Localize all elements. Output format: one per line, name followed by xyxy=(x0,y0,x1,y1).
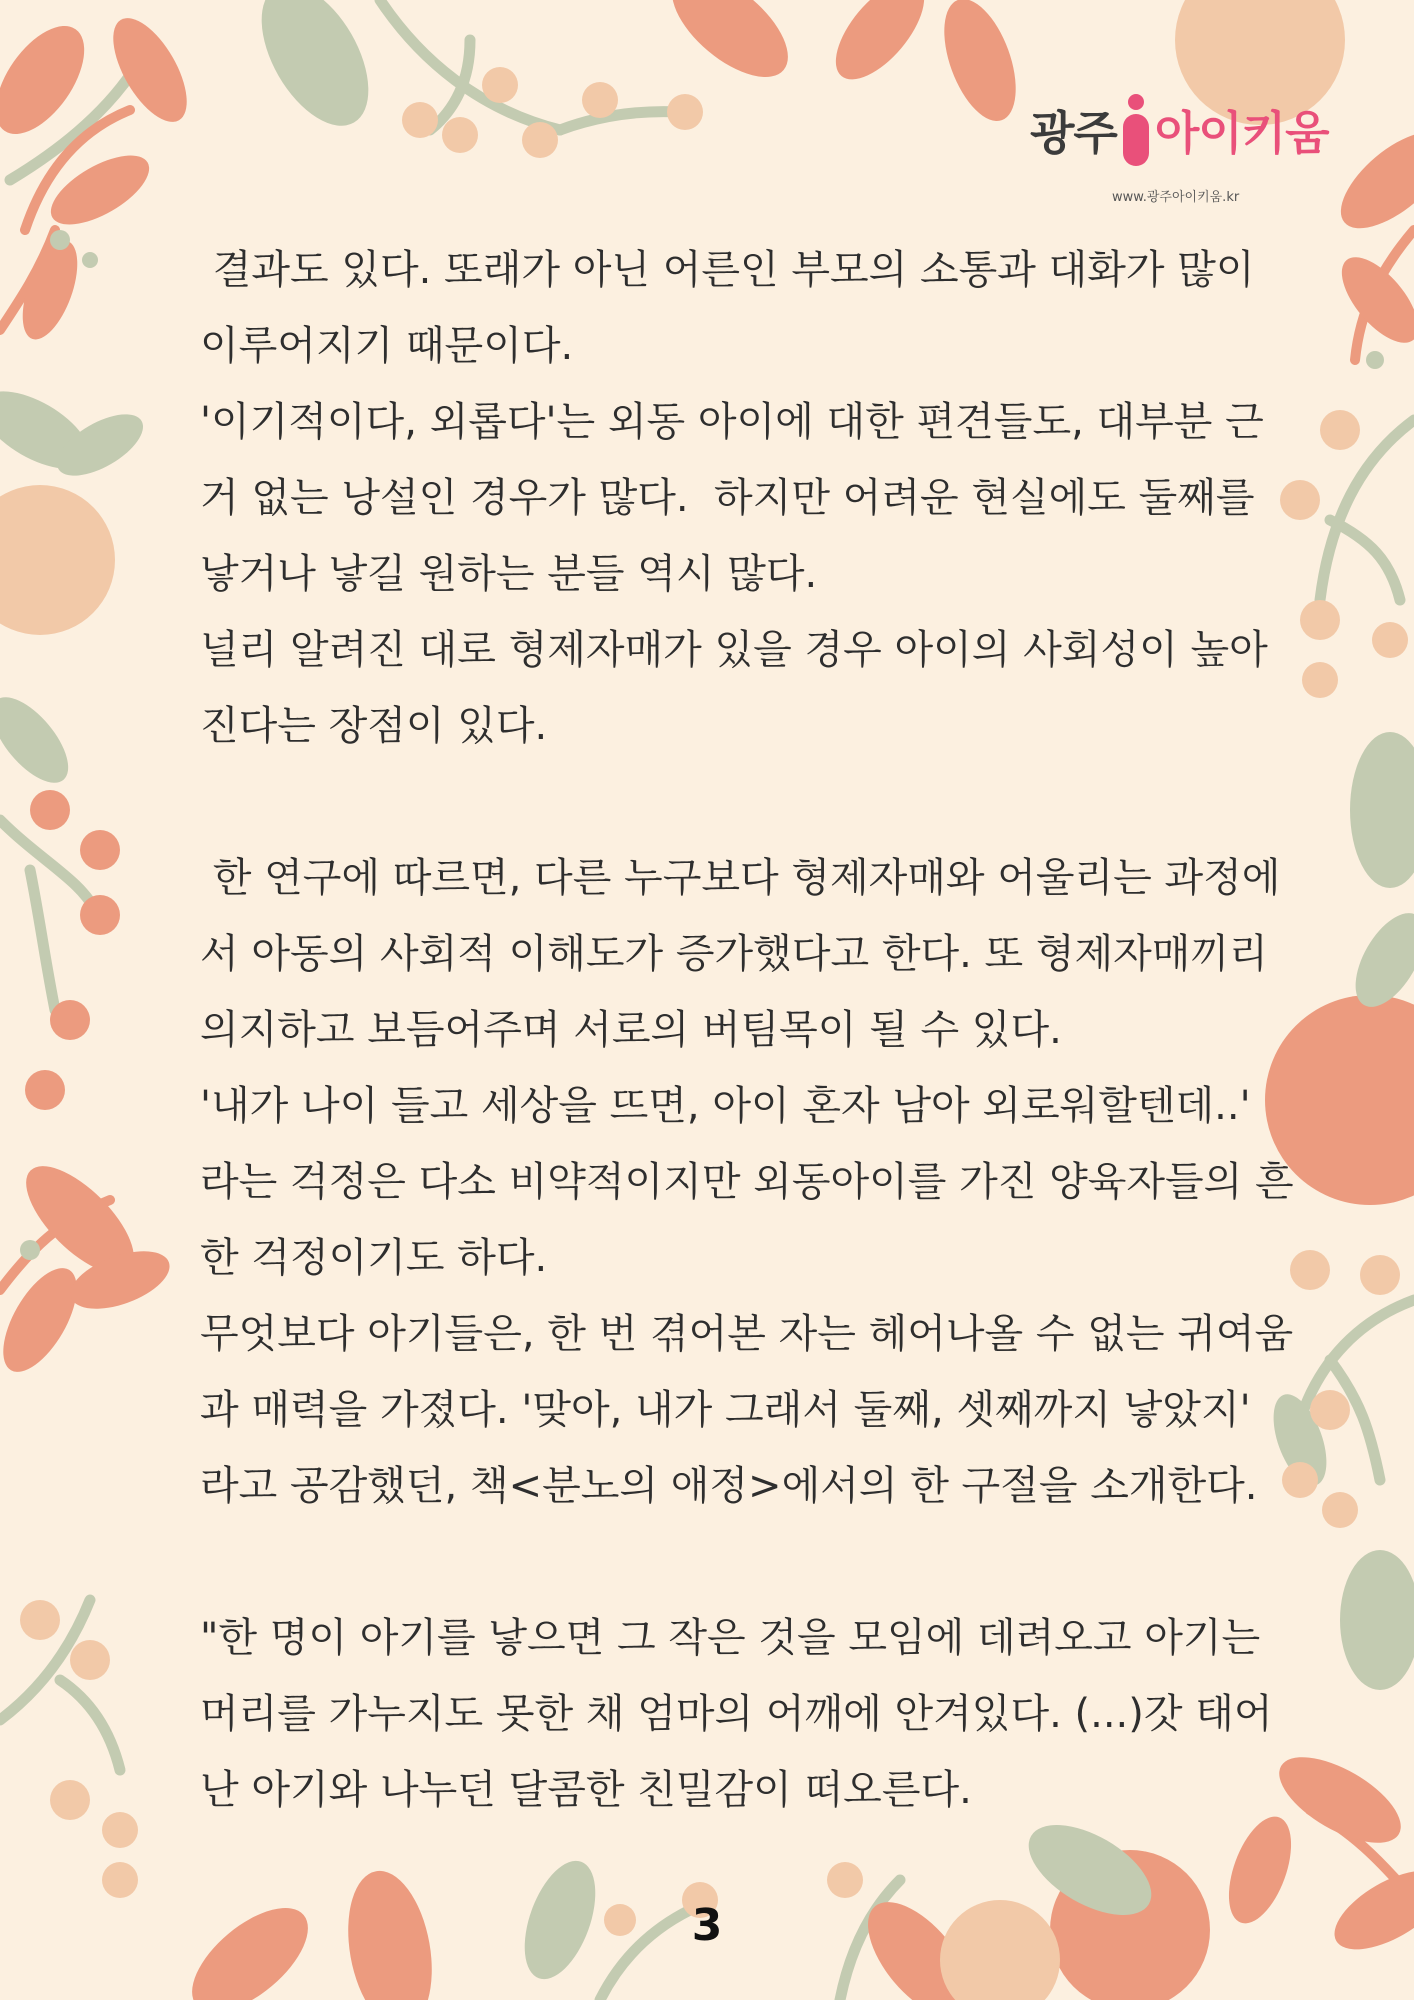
text-line: 라는 걱정은 다소 비약적이지만 외동아이를 가진 양육자들의 흔 xyxy=(200,1159,1294,1205)
text-line: 머리를 가누지도 못한 채 엄마의 어깨에 안겨있다. (...)갓 태어 xyxy=(200,1691,1273,1737)
brand-logo[interactable] xyxy=(1030,88,1340,208)
text-line: '내가 나이 들고 세상을 뜨면, 아이 혼자 남아 외로워할텐데..' xyxy=(200,1083,1251,1129)
article-body xyxy=(200,232,1320,1828)
paragraph-2 xyxy=(200,840,1320,1524)
text-line: 라고 공감했던, 책<분노의 애정>에서의 한 구절을 소개한다. xyxy=(200,1463,1258,1509)
text-line: 결과도 있다. 또래가 아닌 어른인 부모의 소통과 대화가 많이 xyxy=(200,247,1255,293)
text-line: 이루어지기 때문이다. xyxy=(200,323,574,369)
text-line: 거 없는 낭설인 경우가 많다. 하지만 어려운 현실에도 둘째를 xyxy=(200,475,1255,521)
text-line: 한 걱정이기도 하다. xyxy=(200,1235,548,1281)
logo-wordmark xyxy=(1030,88,1329,172)
logo-i-mark-icon xyxy=(1121,92,1151,168)
text-line: 무엇보다 아기들은, 한 번 겪어본 자는 헤어나올 수 없는 귀여움 xyxy=(200,1311,1294,1357)
text-line: "한 명이 아기를 낳으면 그 작은 것을 모임에 데려오고 아기는 xyxy=(200,1615,1261,1661)
logo-url: www.광주아이키움.kr xyxy=(1112,190,1240,205)
text-line: 과 매력을 가졌다. '맞아, 내가 그래서 둘째, 셋째까지 낳았지' xyxy=(200,1387,1251,1433)
paragraph-gap xyxy=(200,764,1320,840)
logo-text-left: 광주 xyxy=(1030,106,1117,160)
paragraph-gap xyxy=(200,1524,1320,1600)
paragraph-1 xyxy=(200,232,1320,764)
text-line: 의지하고 보듬어주며 서로의 버팀목이 될 수 있다. xyxy=(200,1007,1062,1053)
text-line: 난 아기와 나누던 달콤한 친밀감이 떠오른다. xyxy=(200,1767,972,1813)
text-line: 낳거나 낳길 원하는 분들 역시 많다. xyxy=(200,551,818,597)
paragraph-3-quote xyxy=(200,1600,1320,1828)
text-line: 널리 알려진 대로 형제자매가 있을 경우 아이의 사회성이 높아 xyxy=(200,627,1268,673)
page-number: 3 xyxy=(691,1900,723,1951)
text-line: 진다는 장점이 있다. xyxy=(200,703,548,749)
logo-text-right: 아이키움 xyxy=(1154,106,1329,160)
text-line: '이기적이다, 외롭다'는 외동 아이에 대한 편견들도, 대부분 근 xyxy=(200,399,1264,445)
text-line: 서 아동의 사회적 이해도가 증가했다고 한다. 또 형제자매끼리 xyxy=(200,931,1268,977)
text-line: 한 연구에 따르면, 다른 누구보다 형제자매와 어울리는 과정에 xyxy=(200,855,1281,901)
